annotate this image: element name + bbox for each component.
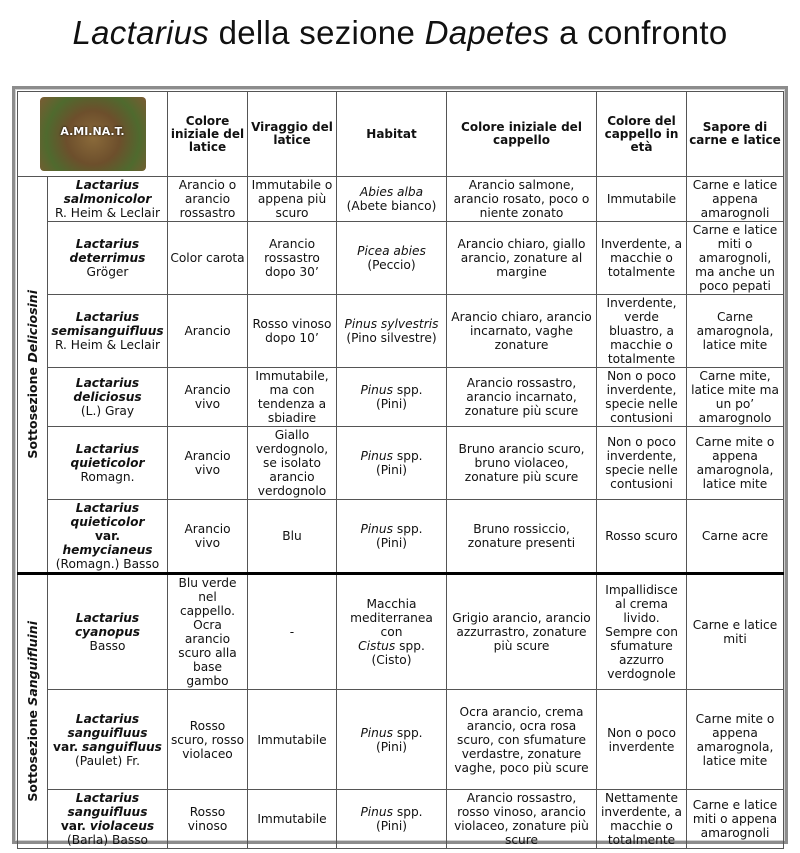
habitat-cell: Pinus spp. (Pini) xyxy=(337,500,447,574)
section-label-deliciosini: Sottosezione Deliciosini xyxy=(18,177,48,574)
cap-color-cell: Ocra arancio, crema arancio, ocra rosa scuro, con sfumature verdastre, zonature vaghe, poco più scure xyxy=(447,690,597,790)
taste-cell: Carne e latice miti xyxy=(687,574,784,690)
species-cell: Lactarius salmonicolor R. Heim & Leclair xyxy=(48,177,168,222)
cap-age-cell: Rosso scuro xyxy=(597,500,687,574)
header-latex-color: Colore iniziale del latice xyxy=(168,92,248,177)
header-row xyxy=(18,92,784,177)
cap-color-cell: Arancio chiaro, giallo arancio, zonature al margine xyxy=(447,222,597,295)
header-latex-change: Viraggio del latice xyxy=(248,92,337,177)
header-habitat: Habitat xyxy=(337,92,447,177)
habitat-cell: Pinus sylvestris (Pino silvestre) xyxy=(337,295,447,368)
cap-age-cell: Non o poco inverdente, specie nelle contusioni xyxy=(597,427,687,500)
latex-change-cell: - xyxy=(248,574,337,690)
page-title: Lactarius della sezione Dapetes a confronto xyxy=(72,14,728,51)
latex-change-cell: Arancio rossastro dopo 30’ xyxy=(248,222,337,295)
habitat-cell: Picea abies (Peccio) xyxy=(337,222,447,295)
taste-cell: Carne mite o appena amarognola, latice mite xyxy=(687,690,784,790)
cap-color-cell: Bruno rossiccio, zonature presenti xyxy=(447,500,597,574)
latex-color-cell: Rosso scuro, rosso violaceo xyxy=(168,690,248,790)
taste-cell: Carne amarognola, latice mite xyxy=(687,295,784,368)
cap-age-cell: Nettamente inverdente, a macchie o totalmente xyxy=(597,790,687,849)
logo: A.MI.NA.T. xyxy=(40,97,146,171)
table-row xyxy=(18,790,784,849)
habitat-cell: Abies alba (Abete bianco) xyxy=(337,177,447,222)
latex-change-cell: Rosso vinoso dopo 10’ xyxy=(248,295,337,368)
table-row xyxy=(18,295,784,368)
latex-change-cell: Immutabile xyxy=(248,690,337,790)
latex-color-cell: Arancio vivo xyxy=(168,427,248,500)
habitat-cell: Pinus spp. (Pini) xyxy=(337,790,447,849)
habitat-cell: Macchia mediterranea con Cistus spp. (Cisto) xyxy=(337,574,447,690)
cap-color-cell: Arancio chiaro, arancio incarnato, vaghe zonature xyxy=(447,295,597,368)
latex-color-cell: Rosso vinoso xyxy=(168,790,248,849)
cap-color-cell: Arancio salmone, arancio rosato, poco o niente zonato xyxy=(447,177,597,222)
taste-cell: Carne e latice miti o appena amarognoli xyxy=(687,790,784,849)
species-cell: Lactarius sanguifluus var. violaceus (Barla) Basso xyxy=(48,790,168,849)
cap-age-cell: Impallidisce al crema livido. Sempre con sfumature azzurro verdognole xyxy=(597,574,687,690)
cap-color-cell: Arancio rossastro, rosso vinoso, arancio violaceo, zonature più scure xyxy=(447,790,597,849)
latex-change-cell: Immutabile, ma con tendenza a sbiadire xyxy=(248,368,337,427)
taste-cell: Carne acre xyxy=(687,500,784,574)
cap-age-cell: Non o poco inverdente xyxy=(597,690,687,790)
latex-change-cell: Immutabile xyxy=(248,790,337,849)
header-taste: Sapore di carne e latice xyxy=(687,92,784,177)
taste-cell: Carne e latice appena amarognoli xyxy=(687,177,784,222)
taste-cell: Carne mite, latice mite ma un po’ amarognolo xyxy=(687,368,784,427)
cap-color-cell: Grigio arancio, arancio azzurrastro, zonature più scure xyxy=(447,574,597,690)
latex-color-cell: Arancio vivo xyxy=(168,500,248,574)
habitat-cell: Pinus spp. (Pini) xyxy=(337,368,447,427)
cap-age-cell: Immutabile xyxy=(597,177,687,222)
table-row xyxy=(18,574,784,690)
species-cell: Lactarius quieticolor var. hemycianeus (Romagn.) Basso xyxy=(48,500,168,574)
species-cell: Lactarius quieticolor Romagn. xyxy=(48,427,168,500)
table-row xyxy=(18,222,784,295)
comparison-table xyxy=(17,91,784,849)
table-row xyxy=(18,427,784,500)
taste-cell: Carne mite o appena amarognola, latice mite xyxy=(687,427,784,500)
cap-age-cell: Inverdente, verde bluastro, a macchie o totalmente xyxy=(597,295,687,368)
cap-color-cell: Arancio rossastro, arancio incarnato, zonature più scure xyxy=(447,368,597,427)
latex-color-cell: Arancio o arancio rossastro xyxy=(168,177,248,222)
habitat-cell: Pinus spp. (Pini) xyxy=(337,690,447,790)
species-cell: Lactarius cyanopus Basso xyxy=(48,574,168,690)
table-row xyxy=(18,500,784,574)
latex-color-cell: Arancio vivo xyxy=(168,368,248,427)
latex-color-cell: Color carota xyxy=(168,222,248,295)
species-cell: Lactarius semisanguifluus R. Heim & Leclair xyxy=(48,295,168,368)
table-row xyxy=(18,368,784,427)
table-row xyxy=(18,177,784,222)
latex-color-cell: Arancio xyxy=(168,295,248,368)
species-cell: Lactarius sanguifluus var. sanguifluus (Paulet) Fr. xyxy=(48,690,168,790)
cap-age-cell: Non o poco inverdente, specie nelle contusioni xyxy=(597,368,687,427)
latex-change-cell: Giallo verdognolo, se isolato arancio verdognolo xyxy=(248,427,337,500)
latex-change-cell: Blu xyxy=(248,500,337,574)
header-cap-color: Colore iniziale del cappello xyxy=(447,92,597,177)
header-cap-age: Colore del cappello in età xyxy=(597,92,687,177)
cap-age-cell: Inverdente, a macchie o totalmente xyxy=(597,222,687,295)
cap-color-cell: Bruno arancio scuro, bruno violaceo, zonature più scure xyxy=(447,427,597,500)
section-label-sanguifluini: Sottosezione Sanguifluini xyxy=(18,574,48,849)
logo-cell xyxy=(18,92,168,177)
habitat-cell: Pinus spp. (Pini) xyxy=(337,427,447,500)
species-cell: Lactarius deterrimus Gröger xyxy=(48,222,168,295)
latex-color-cell: Blu verde nel cappello. Ocra arancio scuro alla base gambo xyxy=(168,574,248,690)
table-row xyxy=(18,690,784,790)
latex-change-cell: Immutabile o appena più scuro xyxy=(248,177,337,222)
species-cell: Lactarius deliciosus (L.) Gray xyxy=(48,368,168,427)
taste-cell: Carne e latice miti o amarognoli, ma anche un poco pepati xyxy=(687,222,784,295)
